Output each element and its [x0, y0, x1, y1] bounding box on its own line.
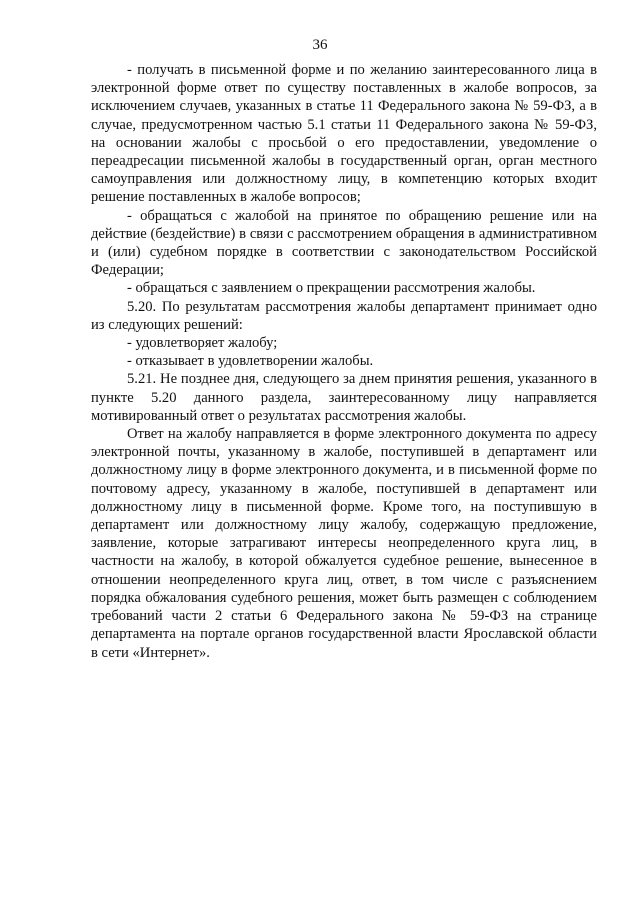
- paragraph-right-to-withdraw: - обращаться с заявлением о прекращении рассмотрения жалобы.: [127, 280, 536, 297]
- paragraph-decision-satisfy: - удовлетворяет жалобу;: [127, 335, 278, 352]
- page-number: 36: [312, 37, 328, 53]
- paragraph-right-to-answer: - получать в письменной форме и по желанию заинтересованного лица в электронной форме ответ по существу поставленных в жалобе вопросов, за исключением случаев, указанных в статье 11 Федерального закона № 59-ФЗ, а в случае, предусмотренном частью 5.1 статьи 11 Федерального закона № 59-ФЗ, на основании жалобы с просьбой о его предоставлении, уведомление о переадресации письменной жалобы в государственный орган, орган местного самоуправления или должностному лицу, в компетенцию которых входит решение поставленных в жалобе вопросов;: [91, 62, 597, 206]
- paragraph-section-5-20: 5.20. По результатам рассмотрения жалобы департамент принимает одно из следующих решений:: [91, 298, 597, 333]
- paragraph-right-to-appeal: - обращаться с жалобой на принятое по обращению решение или на действие (бездействие) в связи с рассмотрением обращения в административном и (или) судебном порядке в соответствии с законодательством Российской Федерации;: [91, 207, 597, 279]
- paragraph-decision-refuse: - отказывает в удовлетворении жалобы.: [127, 353, 374, 370]
- paragraph-section-5-21: 5.21. Не позднее дня, следующего за днем принятия решения, указанного в пункте 5.20 данного раздела, заинтересованному лицу направляется мотивированный ответ о результатах рассмотрения жалобы.: [91, 371, 597, 424]
- document-body: [91, 61, 597, 662]
- paragraph-answer-delivery: Ответ на жалобу направляется в форме электронного документа по адресу электронной почты, указанному в жалобе, поступившей в департамент или должностному лицу в форме электронного документа, и в письменной форме по почтовому адресу, указанному в жалобе, поступившей в департамент или должностному лицу в письменной форме. Кроме того, на поступившую в департамент или должностному лицу жалобу, содержащую предложение, заявление, которые затрагивают интересы неопределенного круга лиц, в частности на жалобу, в которой обжалуется судебное решение, вынесенное в отношении неопределенного круга лиц, ответ, в том числе с разъяснением порядка обжалования судебного решения, может быть размещен с соблюдением требований части 2 статьи 6 Федерального закона № 59-ФЗ на странице департамента на портале органов государственной власти Ярославской области в сети «Интернет».: [91, 426, 597, 661]
